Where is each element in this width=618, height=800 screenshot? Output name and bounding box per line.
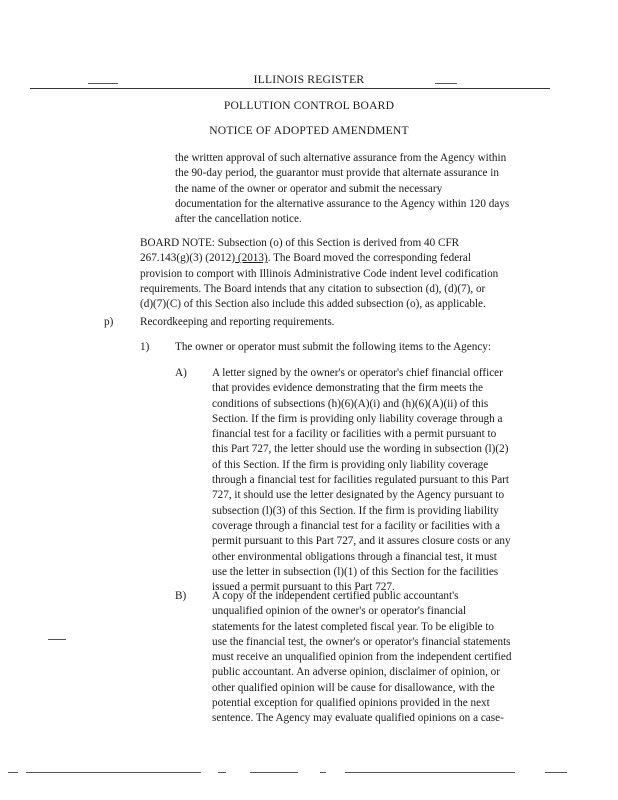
item-b-line: must receive an unqualified opinion from the independent certified <box>212 651 512 664</box>
subsection-p-label: p) <box>104 316 114 328</box>
item-a-line: conditions of subsections (h)(6)(A)(i) and (h)(6)(A)(ii) of this <box>212 397 489 410</box>
intro-line: the 90-day period, the guarantor must provide that alternate assurance in <box>175 167 500 180</box>
board-note-line: requirements. The Board intends that any citation to subsection (d), (d)(7), or <box>140 282 486 295</box>
intro-line: documentation for the alternative assurance to the Agency within 120 days <box>175 197 510 210</box>
item-a-paragraph <box>212 366 511 595</box>
item-a-line: of this Section. If the firm is providing only liability coverage <box>212 458 489 471</box>
item-a-line: through a financial test for facilities regulated pursuant to this Part <box>212 474 510 487</box>
footer-dash <box>218 772 226 773</box>
footer-dash <box>26 772 201 773</box>
item-a-line: use the letter in subsection (l)(1) of this Section for the facilities <box>212 565 499 578</box>
item-a-label: A) <box>175 367 187 379</box>
register-title: ILLINOIS REGISTER <box>253 73 365 86</box>
header-rule-right-dash <box>435 83 457 84</box>
board-note <box>140 236 498 312</box>
board-note-line: (d)(7)(C) of this Section also include this added subsection (o), as applicable. <box>140 298 486 311</box>
item-a-line: issued a permit pursuant to this Part 727. <box>212 581 395 594</box>
intro-line: the written approval of such alternative assurance from the Agency within <box>175 152 507 164</box>
item-b-line: sentence. The Agency may evaluate qualified opinions on a case- <box>212 712 504 725</box>
footer-dash <box>545 772 567 773</box>
subsection-p-text: Recordkeeping and reporting requirements. <box>140 316 335 328</box>
item-a-line: financial test for a facility or facilities with a permit pursuant to <box>212 428 497 441</box>
intro-paragraph <box>175 151 509 227</box>
footer-dash <box>250 772 298 773</box>
board-title: POLLUTION CONTROL BOARD <box>223 99 395 112</box>
footer-dash <box>345 772 515 773</box>
item-b-line: other qualified opinion will be cause for disallowance, with the <box>212 681 495 694</box>
item-b-paragraph <box>212 589 511 727</box>
intro-line: after the cancellation notice. <box>175 213 302 226</box>
board-note-line: BOARD NOTE: Subsection (o) of this Section is derived from 40 CFR <box>140 237 460 249</box>
item-a-line: this Part 727, the letter should use the wording in subsection (l)(2) <box>212 443 509 456</box>
item-b-line: unqualified opinion of the owner's or operator's financial <box>212 605 467 618</box>
board-note-citation: 267.143(g)(3) (2012) <box>140 252 236 265</box>
item-b-label: B) <box>175 590 187 602</box>
intro-line: the name of the owner or operator and submit the necessary <box>175 182 443 195</box>
item-a-line: that provides evidence demonstrating that the firm meets the <box>212 382 483 395</box>
item-a-line: coverage through a financial test for a facility or facilities with a <box>212 519 500 532</box>
item-b-line: use the financial test, the owner's or operator's financial statements <box>212 635 511 648</box>
item-b-line: statements for the latest completed fiscal year. To be eligible to <box>212 620 495 633</box>
board-note-inserted-year: (2013) <box>235 252 268 265</box>
item-a-line: subsection (l)(3) of this Section. If the firm is providing liability <box>212 504 499 517</box>
item-a-line: other environmental obligations through a financial test, it must <box>212 550 497 563</box>
board-note-line <box>140 251 498 266</box>
item-a-line: A letter signed by the owner's or operator's chief financial officer <box>212 367 503 379</box>
footer-dash <box>8 772 18 773</box>
header-rule <box>30 88 550 89</box>
item-a-line: Section. If the firm is providing only liability coverage through a <box>212 412 503 425</box>
board-note-line-rest: . The Board moved the corresponding federal <box>267 252 471 265</box>
item-b-line: public accountant. An adverse opinion, disclaimer of opinion, or <box>212 666 501 679</box>
item-b-line: potential exception for qualified opinions provided in the next <box>212 697 490 710</box>
item-a-line: 727, it should use the letter designated by the Agency pursuant to <box>212 489 505 502</box>
board-note-line: provision to comport with Illinois Administrative Code indent level codification <box>140 267 499 280</box>
item-b-line: A copy of the independent certified public accountant's <box>212 590 459 602</box>
footer-dash <box>320 772 326 773</box>
item-a-line: permit pursuant to this Part 727, and it assures closure costs or any <box>212 535 511 548</box>
item-1-text: The owner or operator must submit the following items to the Agency: <box>175 341 491 353</box>
left-margin-mark <box>48 639 66 640</box>
notice-title: NOTICE OF ADOPTED AMENDMENT <box>209 124 409 137</box>
item-1-label: 1) <box>140 341 150 353</box>
